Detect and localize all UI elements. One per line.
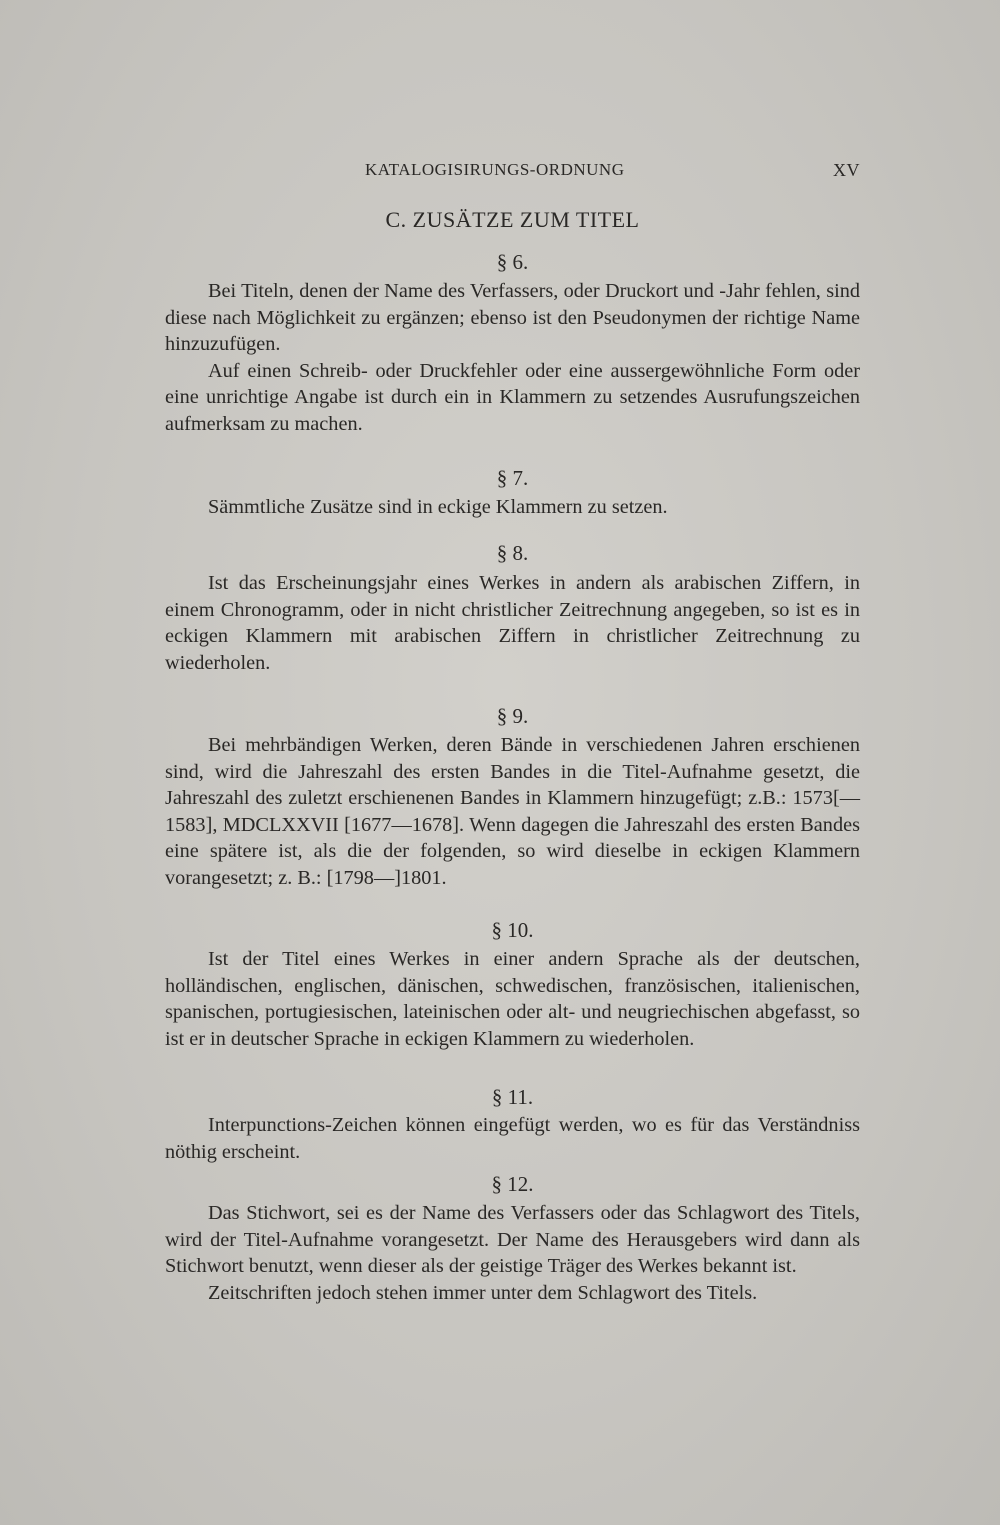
section-body bbox=[165, 494, 860, 521]
section-body bbox=[165, 1112, 860, 1165]
paragraph: Ist der Titel eines Werkes in einer andern Sprache als der deutschen, holländischen, englischen, dänischen, schwedischen, französischen, italienischen, spanischen, portugiesischen, lateinischen oder alt- und neugriechischen abgefasst, so ist er in deutscher Sprache in eckigen Klammern zu wiederholen. bbox=[165, 948, 860, 1050]
section-body bbox=[165, 946, 860, 1052]
section-body bbox=[165, 732, 860, 892]
section-mark: § 11. bbox=[491, 1085, 534, 1109]
paragraph: Das Stichwort, sei es der Name des Verfassers oder das Schlagwort des Titels, wird der Titel-Aufnahme vorangesetzt. Der Name des Herausgebers wird dann als Stichwort benutzt, wenn dieser als der geistige Träger des Werkes bekannt ist. bbox=[165, 1202, 860, 1278]
section-mark: § 9. bbox=[496, 704, 529, 728]
paragraph: Sämmtliche Zusätze sind in eckige Klammern zu setzen. bbox=[208, 496, 668, 518]
section-body bbox=[165, 1200, 860, 1306]
paragraph: Ist das Erscheinungsjahr eines Werkes in andern als arabischen Ziffern, in einem Chronogramm, oder in nicht christlicher Zeitrechnung angegeben, so ist es in eckigen Klammern mit arabischen Ziffern in christlicher Zeitrechnung zu wiederholen. bbox=[165, 572, 860, 674]
page-number: XV bbox=[833, 160, 860, 180]
section-mark: § 8. bbox=[496, 541, 529, 565]
paragraph: Bei Titeln, denen der Name des Verfassers, oder Druckort und -Jahr fehlen, sind diese nach Möglichkeit zu ergänzen; ebenso ist den Pseudonymen der richtige Name hinzuzufügen. bbox=[165, 280, 860, 356]
paragraph: Auf einen Schreib- oder Druckfehler oder eine aussergewöhnliche Form oder eine unrichtige Angabe ist durch ein in Klammern zu setzendes Ausrufungszeichen aufmerksam zu machen. bbox=[165, 359, 860, 435]
section-mark: § 12. bbox=[491, 1172, 534, 1196]
paragraph: Zeitschriften jedoch stehen immer unter dem Schlagwort des Titels. bbox=[208, 1281, 758, 1304]
section-mark: § 7. bbox=[496, 466, 529, 490]
paragraph: Interpunctions-Zeichen können eingefügt werden, wo es für das Verständniss nöthig erscheint. bbox=[165, 1114, 860, 1163]
section-mark: § 6. bbox=[496, 250, 529, 274]
section-body bbox=[165, 278, 860, 438]
running-head-title: KATALOGISIRUNGS-ORDNUNG bbox=[365, 160, 625, 179]
paragraph: Bei mehrbändigen Werken, deren Bände in verschiedenen Jahren erschienen sind, wird die Jahreszahl des ersten Bandes in die Titel-Aufnahme gesetzt, die Jahreszahl des zuletzt erschienenen Bandes in Klammern hinzugefügt; z.B.: 1573[—1583], MDCLXXVII [1677—1678]. Wenn dagegen die Jahreszahl des ersten Bandes eine spätere ist, als die der folgenden, so wird dieselbe in eckigen Klammern vorangesetzt; z. B.: [1798—]1801. bbox=[165, 734, 860, 889]
section-heading: C. ZUSÄTZE ZUM TITEL bbox=[385, 207, 640, 232]
section-body bbox=[165, 570, 860, 676]
section-mark: § 10. bbox=[491, 918, 534, 942]
